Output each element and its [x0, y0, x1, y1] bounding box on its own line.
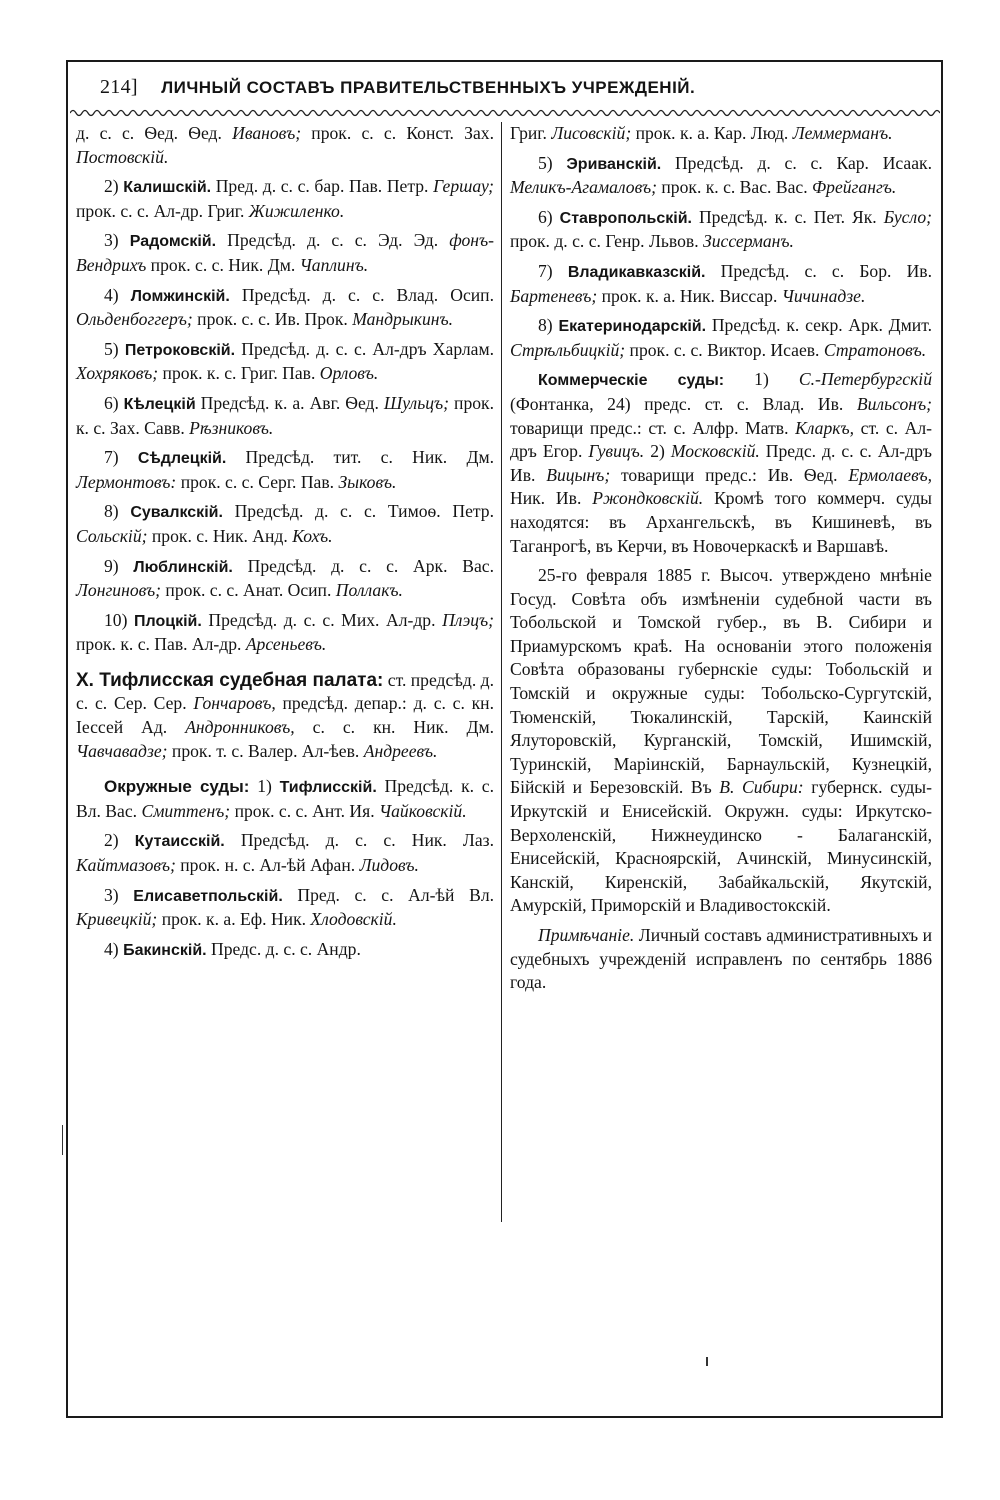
entry-ekaterinodar: 8) Екатеринодарскій. Предсѣд. к. секр. Арк. Дмит. Стрѣльбицкій; прок. с. с. Виктор. Исаев. Стратоновъ. [510, 315, 932, 360]
section-tiflis-chamber: X. Тифлисская судебная палата: ст. предсѣд. д. с. с. Сер. Сер. Гончаровъ, предсѣд. депар.: д. с. с. кн. Іессей Ад. Андронниковъ, с. с. кн. Ник. Дм. Чавчавадзе; прок. т. с. Валер. Ал-ѣев. Андреевъ. [76, 669, 495, 761]
entry: д. с. с. Ѳед. Ѳед. Ивановъ; прок. с. с. Конст. Зах. Постовскій. [76, 123, 494, 167]
entry-plock: 10) Плоцкій. Предсѣд. д. с. с. Мих. Ал-др. Плэцъ; прок. к. с. Пав. Ал-др. Арсеньевъ. [76, 609, 494, 655]
entry-kalish: 2) Калишскій. Пред. д. с. с. бар. Пав. Петр. Гершау; прок. с. с. Ал-др. Григ. Жижиленко. [76, 176, 494, 221]
entry-suwalki: 8) Сувалкскій. Предсѣд. д. с. с. Тимоѳ. Петр. Сольскій; прок. с. Ник. Анд. Кохъ. [76, 501, 494, 546]
entry: Григ. Лисовскій; прок. к. а. Кар. Люд. Леммерманъ. [510, 123, 893, 143]
entry-lublin: 9) Люблинскій. Предсѣд. д. с. с. Арк. Вас. Лонгиновъ; прок. с. с. Анат. Осип. Поллакъ. [76, 555, 494, 601]
entry-vladikavkaz: 7) Владикавказскій. Предсѣд. с. с. Бор. Ив. Бартеневъ; прок. к. а. Ник. Виссар. Чичинадзе. [510, 260, 932, 306]
entry-petrokov: 5) Петроковскій. Предсѣд. д. с. с. Ал-дръ Харлам. Хохряковъ; прок. к. с. Григ. Пав. Орловъ. [76, 338, 494, 384]
entry-baku: 4) Бакинскій. Предс. д. с. с. Андр. [104, 938, 361, 959]
page-header [100, 76, 930, 99]
section-district-courts: Окружные суды: 1) Тифлисскій. Предсѣд. к. с. Вл. Вас. Смиттенъ; прок. с. с. Ант. Ия. Чайковскій. [76, 776, 495, 821]
paragraph-siberia-reform: 25-го февраля 1885 г. Высоч. утверждено мнѣніе Госуд. Совѣта объ измѣненіи судебной части въ Тобольской и Томской губер., въ В. Сибири и Приамурскомъ краѣ. На основаніи этого положенія Совѣта образованы губернскіе суды: Тобольскій и Томскій и окружные суды: Тобольско-Сургутскій, Тюменскій, Тюкалинскій, Тарскій, Каинскій Ялуторовскій, Курганскій, Томскій, Ишимскій, Туринскій, Маріинскій, Барнаульскій, Кузнецкій, Бійскій и Березовскій. Въ В. Сибири: губернск. суды-Иркутскій и Енисейскій. Окружн. суды: Иркутско-Верхоленскій, Нижнеудинско - Балаганскій, Енисейскій, Красноярскій, Ачинскій, Минусинскій, Канскій, Киренскій, Забайкальскій, Якутскій, Амурскій, Приморскій и Владивостокскій. [510, 565, 932, 916]
left-column [76, 122, 494, 968]
print-speck [62, 1125, 63, 1155]
entry-siedlce: 7) Сѣдлецкій. Предсѣд. тит. с. Ник. Дм. Лермонтовъ: прок. с. с. Серг. Пав. Зыковъ. [76, 447, 494, 492]
entry-erivan: 5) Эриванскій. Предсѣд. д. с. с. Кар. Исаак. Меликъ-Агамаловъ; прок. к. с. Вас. Вас. Фрейгангъ. [510, 152, 932, 198]
section-commercial-courts: Коммерческіе суды: 1) С.-Петербургскій (Фонтанка, 24) предс. ст. с. Влад. Ив. Вильсонъ; товарищи предс.: ст. с. Алфр. Матв. Кларкъ, ст. с. Ал-дръ Егор. Гувицъ. 2) Московскій. Предс. д. с. с. Ал-дръ Ив. Вицынъ; товарищи предс.: Ив. Ѳед. Ермолаевъ, Ник. Ив. Ржондковскій. Кромѣ того коммерч. суды находятся: въ Архангельскѣ, въ Кишиневѣ, въ Таганрогѣ, въ Керчи, въ Новочеркаскѣ и Варшавѣ. [510, 369, 933, 556]
entry-kielce: 6) Кѣлецкій Предсѣд. к. а. Авг. Ѳед. Шульцъ; прок. к. с. Зах. Савв. Рѣзниковъ. [76, 392, 494, 438]
entry-elisavetpol: 3) Елисаветпольскій. Пред. с. с. Ал-ѣй Вл. Кривецкій; прок. к. а. Еф. Ник. Хлодовскій. [76, 884, 495, 930]
right-column [510, 122, 932, 1001]
entry-lomzha: 4) Ломжинскій. Предсѣд. д. с. с. Влад. Осип. Ольденбоггеръ; прок. с. с. Ив. Прок. Мандрыкинъ. [76, 284, 494, 330]
page-number: 214] [100, 76, 138, 98]
entry-stavropol: 6) Ставропольскій. Предсѣд. к. с. Пет. Як. Бусло; прок. д. с. с. Генр. Львов. Зиссерманъ. [510, 206, 933, 252]
wavy-rule [70, 106, 940, 120]
page-title: ЛИЧНЫЙ СОСТАВЪ ПРАВИТЕЛЬСТВЕННЫХЪ УЧРЕЖДЕНІЙ. [161, 78, 696, 97]
print-speck [706, 1357, 708, 1366]
note-paragraph: Примѣчаніе. Личный составъ административныхъ и судебныхъ учрежденій исправленъ по сентябрь 1886 года. [510, 925, 932, 993]
entry-radom: 3) Радомскій. Предсѣд. д. с. с. Эд. Эд. фонъ-Вендрихъ прок. с. с. Ник. Дм. Чаплинъ. [76, 230, 494, 275]
column-divider [501, 122, 502, 1222]
entry-kutais: 2) Кутаисскій. Предсѣд. д. с. с. Ник. Лаз. Кайтмазовъ; прок. н. с. Ал-ѣй Афан. Лидовъ. [76, 830, 494, 876]
